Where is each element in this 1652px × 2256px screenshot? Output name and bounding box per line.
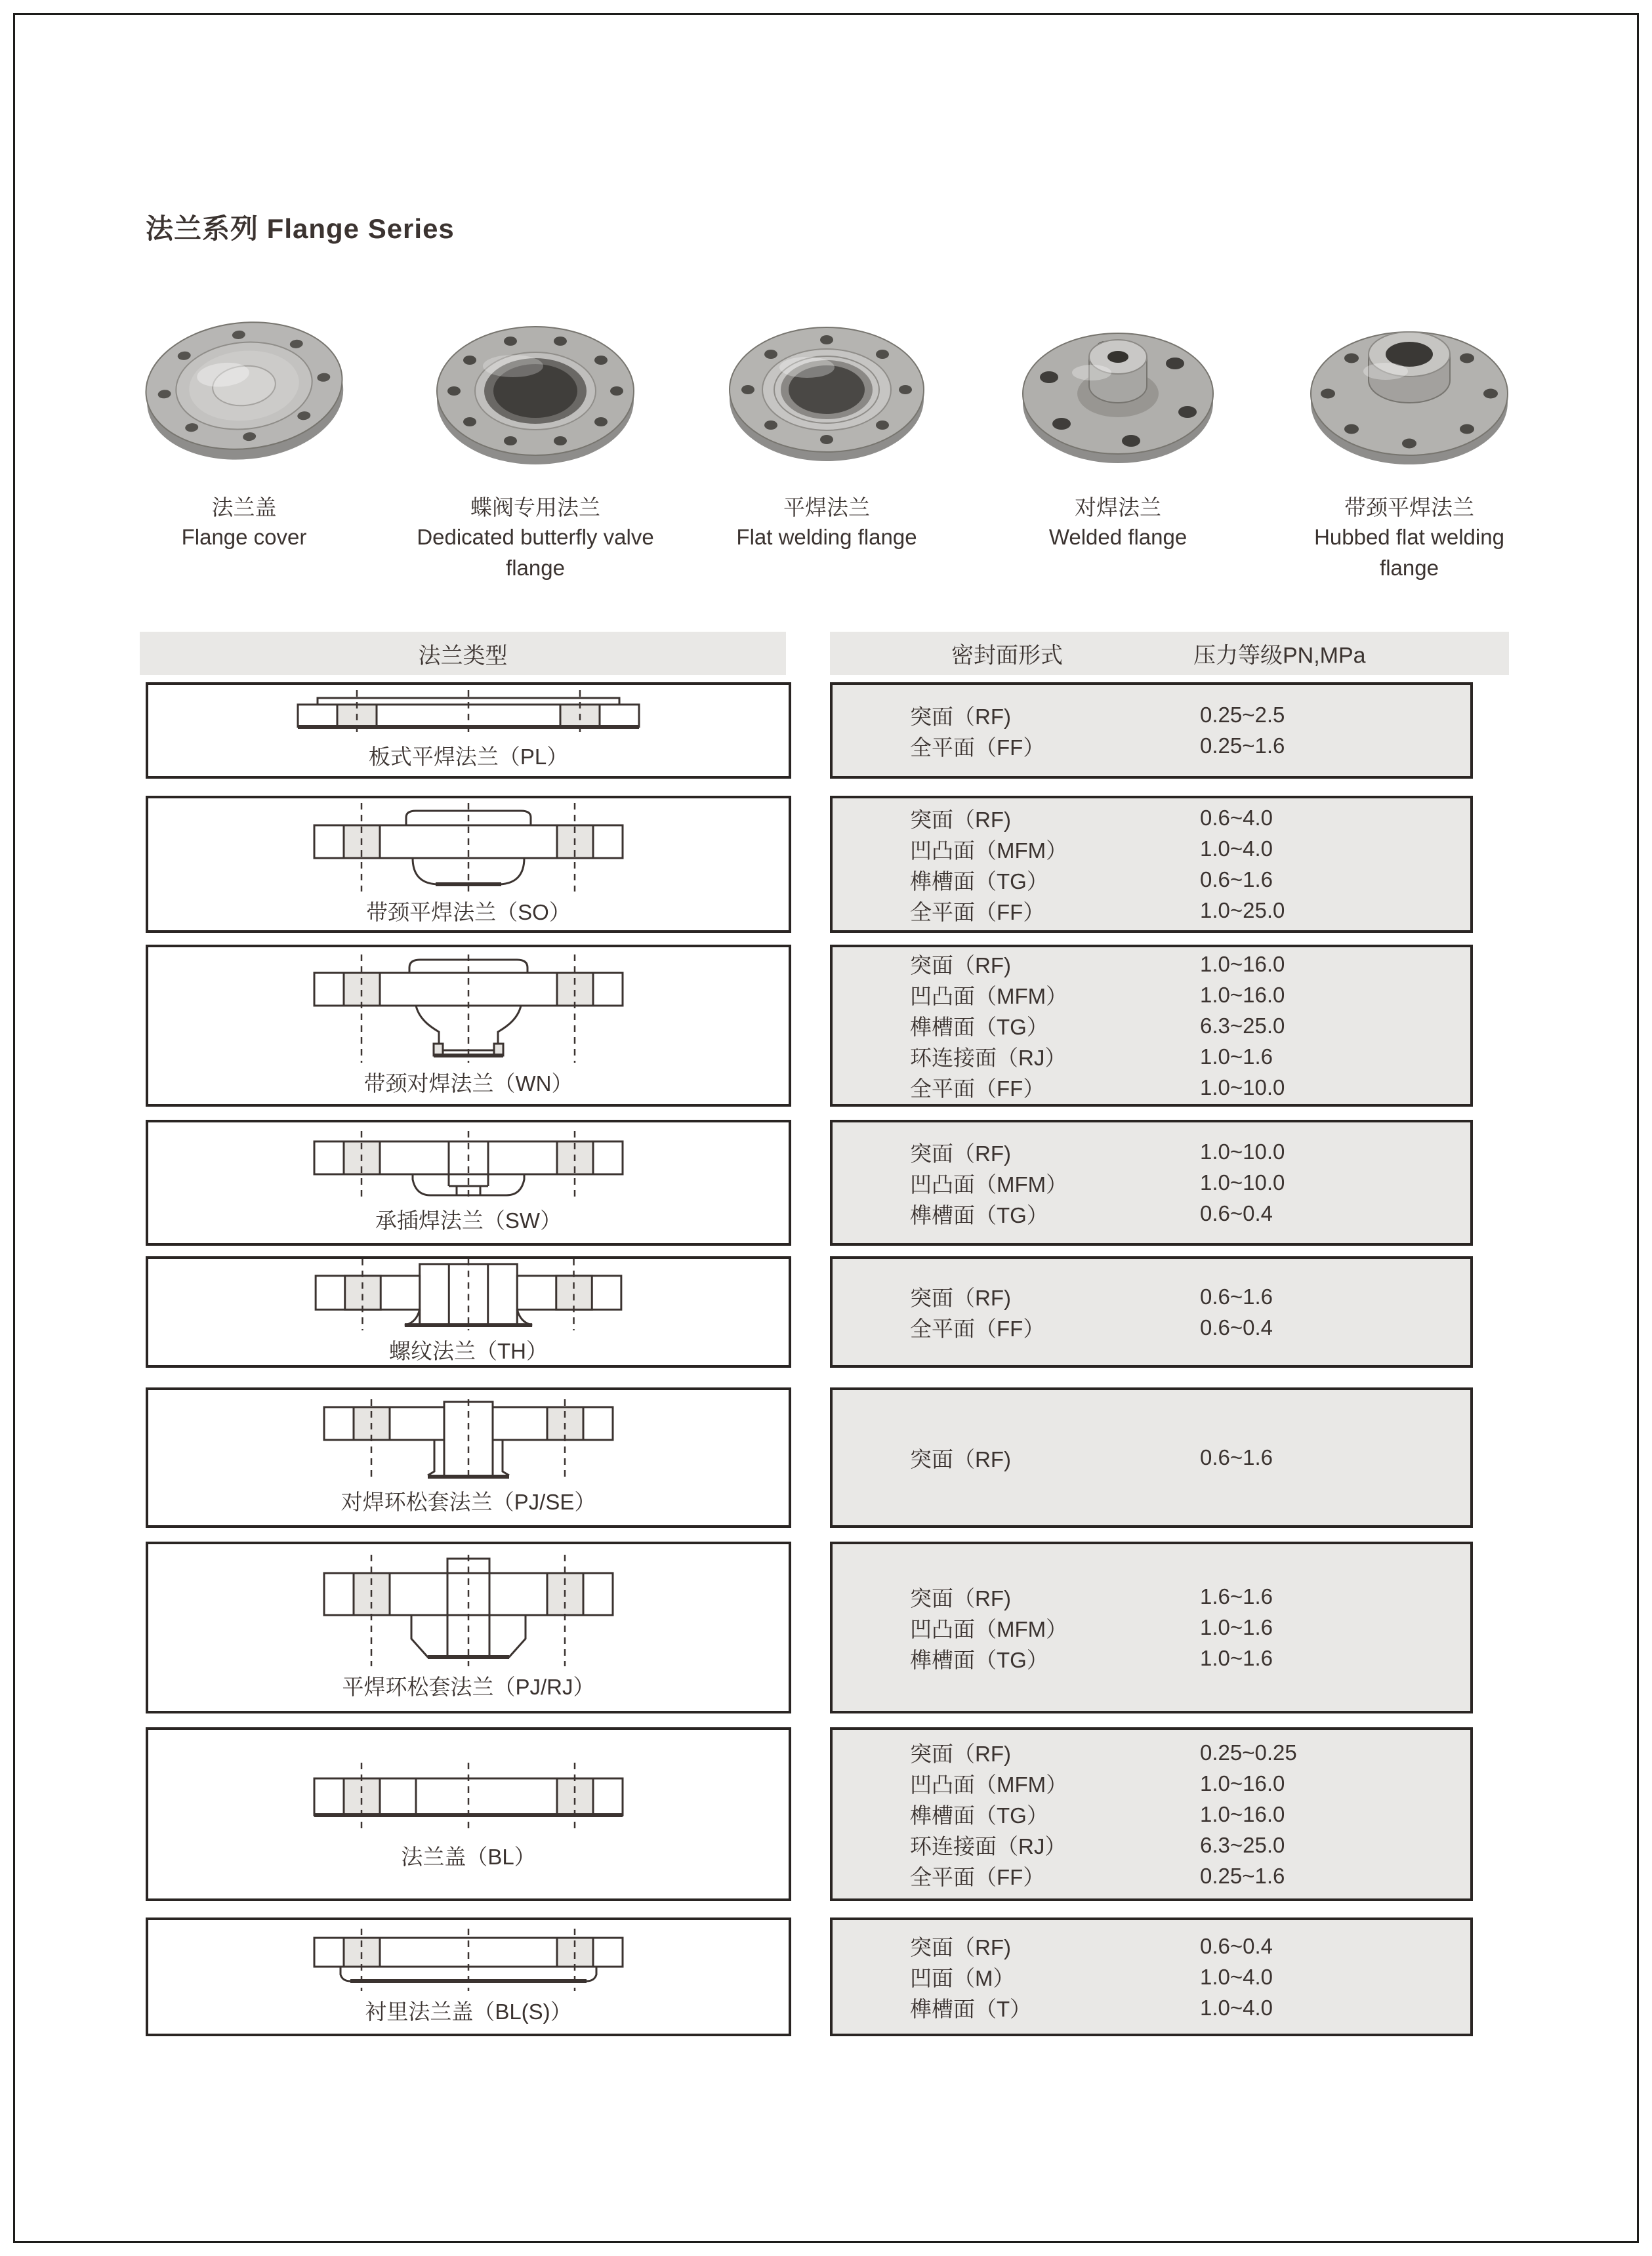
seal-face-name: 凹凸面（MFM） bbox=[910, 984, 1068, 1008]
flange-diagram-pl bbox=[252, 690, 685, 736]
pressure-value: 6.3~25.0 bbox=[1200, 1832, 1285, 1857]
pressure-value: 1.0~4.0 bbox=[1200, 1995, 1273, 2020]
seal-face-name: 全平面（FF） bbox=[910, 899, 1045, 924]
seal-face-name: 全平面（FF） bbox=[910, 1865, 1045, 1889]
product-name-cn: 蝶阀专用法兰 bbox=[470, 495, 600, 520]
seal-face-name: 凹凸面（MFM） bbox=[910, 1616, 1068, 1641]
seal-face-name: 突面（RF) bbox=[910, 1286, 1011, 1310]
flange-type-label: 带颈对焊法兰（WN） bbox=[363, 1071, 573, 1096]
flat-welding-flange-photo-icon bbox=[722, 294, 932, 484]
product-butterfly-valve-flange bbox=[390, 294, 681, 583]
seal-face-name: 环连接面（RJ） bbox=[910, 1834, 1067, 1858]
product-name-cn: 法兰盖 bbox=[211, 495, 277, 520]
flange-diagram-th bbox=[252, 1259, 685, 1330]
seal-face-name: 全平面（FF） bbox=[910, 735, 1045, 760]
product-hubbed-flat-welding-flange bbox=[1264, 294, 1555, 583]
pressure-value: 0.25~1.6 bbox=[1200, 733, 1285, 758]
seal-face-name: 突面（RF) bbox=[910, 1141, 1011, 1166]
seal-face-name: 突面（RF) bbox=[910, 1935, 1011, 1959]
pressure-value: 1.0~16.0 bbox=[1200, 951, 1285, 976]
page-title: 法兰系列 Flange Series bbox=[146, 213, 455, 244]
seal-face-name: 凹凸面（MFM） bbox=[910, 838, 1068, 863]
product-welded-flange bbox=[972, 294, 1264, 583]
pressure-value: 0.6~0.4 bbox=[1200, 1933, 1273, 1958]
product-photo-strip bbox=[98, 294, 1555, 583]
pressure-value: 1.0~16.0 bbox=[1200, 1801, 1285, 1826]
pressure-value: 0.25~1.6 bbox=[1200, 1863, 1285, 1888]
flange-type-label: 螺纹法兰（TH） bbox=[389, 1339, 548, 1363]
pressure-value: 1.0~10.0 bbox=[1200, 1075, 1285, 1099]
seal-face-cell-pjse bbox=[830, 1387, 1473, 1528]
pressure-value: 6.3~25.0 bbox=[1200, 1013, 1285, 1038]
flange-diagram-bls bbox=[252, 1929, 685, 1991]
flange-diagram-so bbox=[252, 803, 685, 892]
pressure-value: 0.6~1.6 bbox=[1200, 1284, 1273, 1309]
product-name-en: Hubbed flat welding flange bbox=[1314, 525, 1504, 580]
product-name-cn: 带颈平焊法兰 bbox=[1344, 495, 1474, 520]
seal-face-name: 榫槽面（T） bbox=[910, 1997, 1032, 2021]
seal-face-name: 凹凸面（MFM） bbox=[910, 1773, 1068, 1797]
seal-face-name: 全平面（FF） bbox=[910, 1317, 1045, 1341]
flange-type-cell-pjse bbox=[146, 1387, 791, 1528]
welded-flange-photo-icon bbox=[1013, 294, 1223, 484]
pressure-value: 1.0~10.0 bbox=[1200, 1139, 1285, 1164]
flange-type-label: 承插焊法兰（SW） bbox=[375, 1208, 562, 1233]
pressure-value: 0.6~4.0 bbox=[1200, 806, 1273, 830]
seal-face-cell-sw bbox=[830, 1120, 1473, 1246]
pressure-value: 1.0~16.0 bbox=[1200, 1771, 1285, 1795]
seal-face-name: 突面（RF) bbox=[910, 1742, 1011, 1766]
butterfly-flange-photo-icon bbox=[430, 294, 640, 484]
seal-face-name: 环连接面（RJ） bbox=[910, 1046, 1067, 1070]
seal-face-cell-bl bbox=[830, 1727, 1473, 1901]
pressure-value: 1.0~1.6 bbox=[1200, 1646, 1273, 1670]
seal-face-name: 榫槽面（TG） bbox=[910, 1015, 1048, 1039]
pressure-value: 1.0~25.0 bbox=[1200, 898, 1285, 922]
pressure-value: 0.6~1.6 bbox=[1200, 867, 1273, 892]
pressure-value: 1.0~1.6 bbox=[1200, 1044, 1273, 1069]
product-name-en: Welded flange bbox=[1048, 525, 1187, 549]
flange-cover-photo-icon bbox=[139, 294, 349, 484]
seal-face-name: 突面（RF) bbox=[910, 807, 1011, 832]
pressure-value: 1.0~4.0 bbox=[1200, 836, 1273, 861]
pressure-value: 1.6~1.6 bbox=[1200, 1584, 1273, 1609]
header-pressure-label: 压力等级PN,MPa bbox=[1193, 643, 1366, 668]
flange-type-label: 法兰盖（BL） bbox=[401, 1845, 536, 1869]
seal-face-name: 榫槽面（TG） bbox=[910, 1202, 1048, 1227]
pressure-value: 1.0~1.6 bbox=[1200, 1615, 1273, 1639]
flange-type-label: 板式平焊法兰（PL） bbox=[368, 745, 569, 769]
flange-diagram-bl bbox=[252, 1757, 685, 1836]
product-name-en: Flat welding flange bbox=[736, 525, 917, 549]
flange-type-cell-pjrj bbox=[146, 1542, 791, 1713]
product-name-en: Dedicated butterfly valve flange bbox=[417, 525, 654, 580]
pressure-value: 1.0~16.0 bbox=[1200, 982, 1285, 1007]
seal-face-name: 榫槽面（TG） bbox=[910, 869, 1048, 893]
flange-type-cell-bls bbox=[146, 1918, 791, 2036]
flange-type-cell-bl bbox=[146, 1727, 791, 1901]
flange-type-label: 平焊环松套法兰（PJ/RJ） bbox=[342, 1674, 595, 1699]
seal-face-name: 凹凸面（MFM） bbox=[910, 1172, 1068, 1197]
flange-diagram-pjse bbox=[252, 1399, 685, 1481]
seal-face-name: 凹面（M） bbox=[910, 1966, 1015, 1990]
flange-type-cell-th bbox=[146, 1256, 791, 1368]
product-name-en: Flange cover bbox=[181, 525, 307, 549]
flange-diagram-sw bbox=[252, 1131, 685, 1200]
header-seal-pressure bbox=[830, 632, 1509, 675]
seal-face-name: 突面（RF) bbox=[910, 1586, 1011, 1610]
header-seal-face-label: 密封面形式 bbox=[951, 643, 1063, 668]
pressure-value: 0.6~0.4 bbox=[1200, 1315, 1273, 1340]
header-flange-type bbox=[140, 632, 786, 675]
hubbed-flange-photo-icon bbox=[1304, 294, 1514, 484]
seal-face-name: 全平面（FF） bbox=[910, 1077, 1045, 1101]
seal-face-cell-so bbox=[830, 796, 1473, 933]
seal-face-row bbox=[833, 700, 1470, 731]
seal-face-row bbox=[833, 731, 1470, 762]
pressure-value: 1.0~10.0 bbox=[1200, 1170, 1285, 1195]
product-name-cn: 对焊法兰 bbox=[1075, 495, 1161, 520]
flange-type-cell-sw bbox=[146, 1120, 791, 1246]
product-name-cn: 平焊法兰 bbox=[783, 495, 870, 520]
seal-face-cell-bls bbox=[830, 1918, 1473, 2036]
flange-type-cell-pl bbox=[146, 682, 791, 779]
flange-type-cell-so bbox=[146, 796, 791, 933]
header-flange-type-label: 法兰类型 bbox=[418, 643, 508, 668]
seal-face-name: 突面（RF) bbox=[910, 704, 1011, 729]
product-flat-welding-flange bbox=[681, 294, 972, 583]
pressure-value: 1.0~4.0 bbox=[1200, 1964, 1273, 1989]
flange-type-label: 对焊环松套法兰（PJ/SE） bbox=[341, 1490, 596, 1514]
pressure-value: 0.6~1.6 bbox=[1200, 1445, 1273, 1469]
seal-face-name: 榫槽面（TG） bbox=[910, 1647, 1048, 1672]
flange-diagram-pjrj bbox=[252, 1555, 685, 1666]
pressure-value: 0.25~0.25 bbox=[1200, 1740, 1297, 1765]
seal-face-name: 突面（RF) bbox=[910, 1446, 1011, 1471]
flange-type-cell-wn bbox=[146, 945, 791, 1107]
product-flange-cover bbox=[98, 294, 390, 583]
seal-face-cell-wn bbox=[830, 945, 1473, 1107]
pressure-value: 0.6~0.4 bbox=[1200, 1201, 1273, 1225]
flange-type-label: 带颈平焊法兰（SO） bbox=[366, 899, 571, 924]
pressure-value: 0.25~2.5 bbox=[1200, 703, 1285, 727]
seal-face-name: 榫槽面（TG） bbox=[910, 1803, 1048, 1828]
flange-diagram-wn bbox=[252, 954, 685, 1063]
seal-face-cell-pl bbox=[830, 682, 1473, 779]
flange-type-label: 衬里法兰盖（BL(S)） bbox=[365, 1999, 572, 2024]
seal-face-cell-th bbox=[830, 1256, 1473, 1368]
seal-face-cell-pjrj bbox=[830, 1542, 1473, 1713]
seal-face-name: 突面（RF) bbox=[910, 953, 1011, 977]
